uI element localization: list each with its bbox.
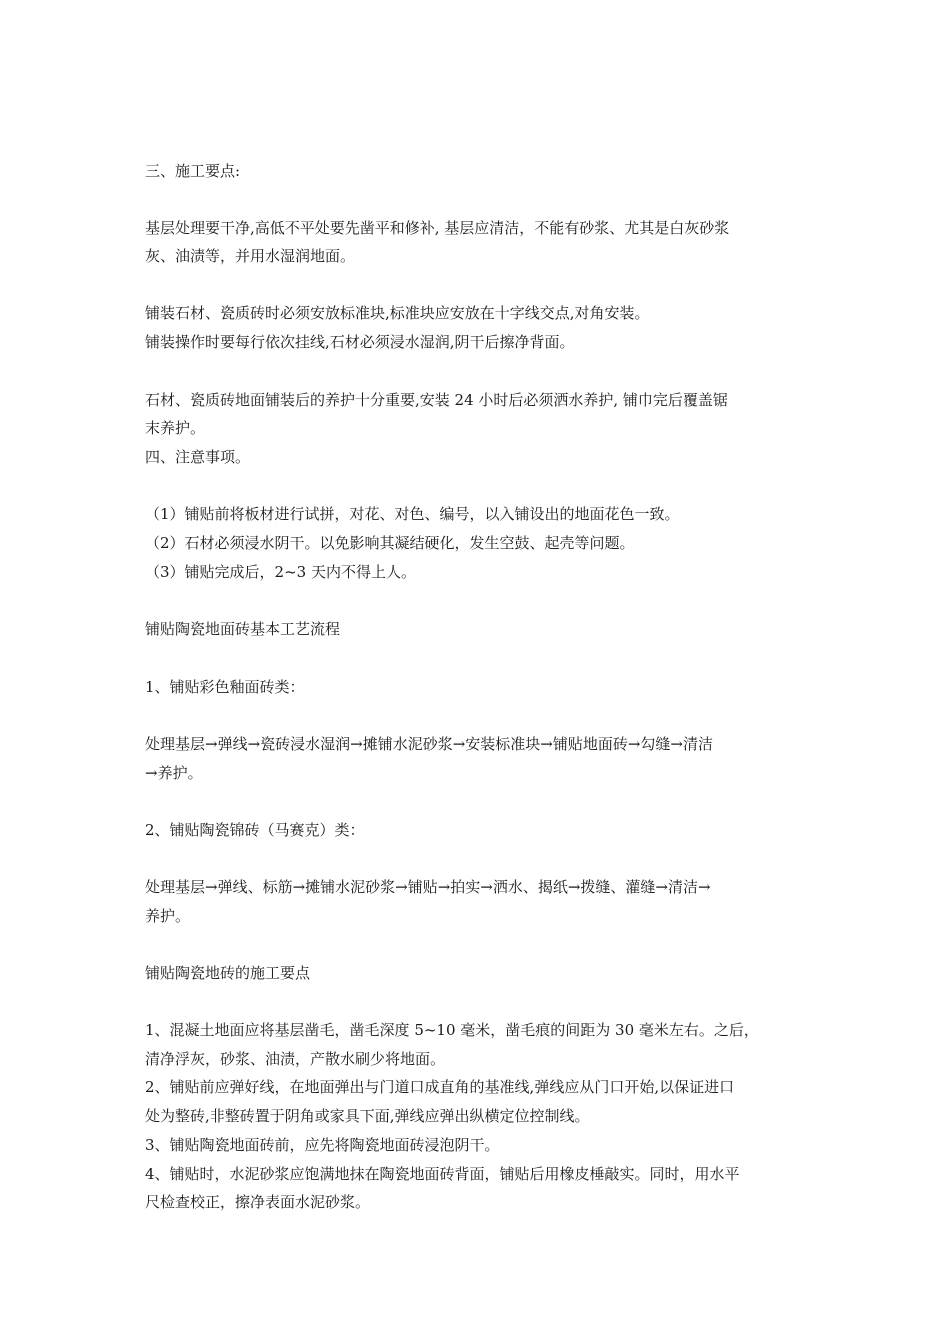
subheading: 1、铺贴彩色釉面砖类： — [145, 678, 305, 696]
paragraph-line: 铺装操作时要每行依次挂线,石材必须浸水湿润,阴干后擦净背面。 — [145, 333, 575, 351]
section-heading-process-flow: 铺贴陶瓷地面砖基本工艺流程 — [145, 620, 341, 638]
paragraph-line: 3、铺贴陶瓷地面砖前，应先将陶瓷地面砖浸泡阴干。 — [145, 1136, 500, 1154]
list-item: （1）铺贴前将板材进行试拼，对花、对色、编号，以入铺设出的地面花色一致。 — [145, 505, 680, 523]
paragraph-line: 处为整砖,非整砖置于阴角或家具下面,弹线应弹出纵横定位控制线。 — [145, 1107, 590, 1125]
paragraph-line: 灰、油渍等，并用水湿润地面。 — [145, 247, 356, 265]
paragraph-line: 养护。 — [145, 907, 191, 925]
section-heading-construction-points: 三、施工要点: — [145, 162, 241, 180]
list-item: （2）石材必须浸水阴干。以免影响其凝结硬化，发生空鼓、起壳等问题。 — [145, 534, 635, 552]
paragraph-line: →养护。 — [145, 764, 203, 782]
list-item: （3）铺贴完成后，2~3 天内不得上人。 — [145, 563, 416, 581]
paragraph-line: 尺检查校正，擦净表面水泥砂浆。 — [145, 1193, 371, 1211]
paragraph-line: 石材、瓷质砖地面铺装后的养护十分重要,安装 24 小时后必须洒水养护, 铺巾完后覆盖锯 — [145, 391, 728, 409]
paragraph-line: 4、铺贴时，水泥砂浆应饱满地抹在陶瓷地面砖背面，铺贴后用橡皮棰敲实。同时，用水平 — [145, 1165, 740, 1183]
section-heading-precautions: 四、注意事项。 — [145, 448, 251, 466]
paragraph-line: 基层处理要干净,高低不平处要先凿平和修补, 基层应清洁，不能有砂浆、尤其是白灰砂浆 — [145, 219, 730, 237]
paragraph-line: 处理基层→弹线→瓷砖浸水湿润→摊铺水泥砂浆→安装标准块→铺贴地面砖→勾缝→清洁 — [145, 735, 713, 753]
paragraph-line: 2、铺贴前应弹好线，在地面弹出与门道口成直角的基准线,弹线应从门口开始,以保证进口 — [145, 1078, 735, 1096]
paragraph-line: 末养护。 — [145, 419, 206, 437]
section-heading-tile-points: 铺贴陶瓷地砖的施工要点 — [145, 964, 311, 982]
paragraph-line: 铺装石材、瓷质砖时必须安放标准块,标准块应安放在十字线交点,对角安装。 — [145, 304, 650, 322]
paragraph-line: 清净浮灰，砂浆、油渍，产散水刷少将地面。 — [145, 1050, 446, 1068]
paragraph-line: 处理基层→弹线、标筋→摊铺水泥砂浆→铺贴→拍实→洒水、揭纸→拨缝、灌缝→清洁→ — [145, 878, 711, 896]
paragraph-line: 1、混凝土地面应将基层凿毛，凿毛深度 5~10 毫米，凿毛痕的间距为 30 毫米左右。之后， — [145, 1021, 759, 1039]
subheading: 2、铺贴陶瓷锦砖（马赛克）类： — [145, 821, 365, 839]
